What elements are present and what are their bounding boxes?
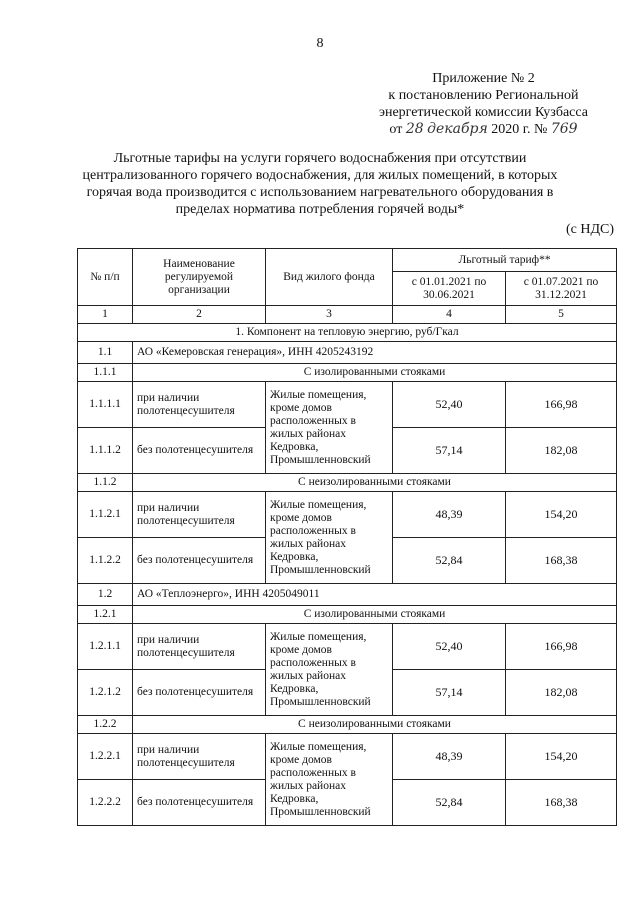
vat-note: (с НДС) <box>565 222 614 237</box>
document-title: Льготные тарифы на услуги горячего водоснабжения при отсутствии централизованного горячего водоснабжения, для жилых помещений, в которых горячая вода производится с использованием нагревательного оборудования в пределах норматива потребления горячей воды* <box>82 151 558 217</box>
row-num: 1.1.1.1 <box>78 382 133 428</box>
condition-cell: без полотенцесушителя <box>133 780 266 826</box>
condition-cell: без полотенцесушителя <box>133 670 266 716</box>
riser-group-row <box>78 716 617 734</box>
row-num: 1.1.2.2 <box>78 538 133 584</box>
riser-group-row <box>78 474 617 492</box>
group-num: 1.1.1 <box>78 364 133 382</box>
org-row <box>78 342 617 364</box>
col-number-4: 4 <box>393 306 506 324</box>
date-day-handwritten: 28 <box>405 121 424 137</box>
date-month-handwritten: декабря <box>427 121 488 137</box>
tariff-value-period-2: 154,20 <box>506 734 617 780</box>
col-number-2: 2 <box>133 306 266 324</box>
tariff-table <box>77 248 617 826</box>
tariff-value-period-1: 52,40 <box>393 382 506 428</box>
header-housing: Вид жилого фонда <box>266 249 393 306</box>
condition-cell: без полотенцесушителя <box>133 538 266 584</box>
tariff-value-period-1: 52,84 <box>393 538 506 584</box>
org-name: АО «Кемеровская генерация», ИНН 4205243192 <box>133 342 617 364</box>
riser-group-row <box>78 364 617 382</box>
tariff-value-period-2: 166,98 <box>506 624 617 670</box>
condition-cell: при наличии полотенцесушителя <box>133 492 266 538</box>
condition-cell: при наличии полотенцесушителя <box>133 734 266 780</box>
tariff-value-period-2: 166,98 <box>506 382 617 428</box>
condition-cell: без полотенцесушителя <box>133 428 266 474</box>
col-number-3: 3 <box>266 306 393 324</box>
housing-type-cell: Жилые помещения, кроме домов расположенных в жилых районах Кедровка, Промышленновский <box>266 492 393 584</box>
page-number: 8 <box>316 36 324 51</box>
row-num: 1.2.2.1 <box>78 734 133 780</box>
tariff-row <box>78 734 617 780</box>
tariff-value-period-2: 182,08 <box>506 428 617 474</box>
row-num: 1.2.1.1 <box>78 624 133 670</box>
tariff-value-period-2: 182,08 <box>506 670 617 716</box>
header-period-2: с 01.07.2021 по 31.12.2021 <box>506 272 617 306</box>
tariff-value-period-2: 168,38 <box>506 538 617 584</box>
group-label: С неизолированными стояками <box>133 716 617 734</box>
row-num: 1.2.2.2 <box>78 780 133 826</box>
tariff-row <box>78 382 617 428</box>
component-row: 1. Компонент на тепловую энергию, руб/Гкал <box>78 324 617 342</box>
appendix-date-line <box>379 121 588 138</box>
tariff-row <box>78 492 617 538</box>
housing-type-cell: Жилые помещения, кроме домов расположенных в жилых районах Кедровка, Промышленновский <box>266 382 393 474</box>
col-number-1: 1 <box>78 306 133 324</box>
appendix-line-1: Приложение № 2 <box>432 71 535 86</box>
group-num: 1.1.2 <box>78 474 133 492</box>
group-num: 1.2.1 <box>78 606 133 624</box>
group-label: С изолированными стояками <box>133 364 617 382</box>
tariff-value-period-2: 168,38 <box>506 780 617 826</box>
row-num: 1.2.1.2 <box>78 670 133 716</box>
housing-type-cell: Жилые помещения, кроме домов расположенных в жилых районах Кедровка, Промышленновский <box>266 624 393 716</box>
appendix-line-3: энергетической комиссии Кузбасса <box>378 105 588 120</box>
tariff-value-period-1: 52,84 <box>393 780 506 826</box>
org-num: 1.2 <box>78 584 133 606</box>
tariff-row <box>78 624 617 670</box>
condition-cell: при наличии полотенцесушителя <box>133 382 266 428</box>
row-num: 1.1.2.1 <box>78 492 133 538</box>
group-label: С изолированными стояками <box>133 606 617 624</box>
group-label: С неизолированными стояками <box>133 474 617 492</box>
col-number-5: 5 <box>506 306 617 324</box>
tariff-value-period-1: 48,39 <box>393 492 506 538</box>
riser-group-row <box>78 606 617 624</box>
row-num: 1.1.1.2 <box>78 428 133 474</box>
header-period-1: с 01.01.2021 по 30.06.2021 <box>393 272 506 306</box>
appendix-header <box>379 70 588 138</box>
appendix-line-2: к постановлению Региональной <box>388 88 579 103</box>
date-prefix: от <box>389 122 403 137</box>
org-num: 1.1 <box>78 342 133 364</box>
group-num: 1.2.2 <box>78 716 133 734</box>
header-org: Наименование регулируемой организации <box>133 249 266 306</box>
org-name: АО «Теплоэнерго», ИНН 4205049011 <box>133 584 617 606</box>
tariff-value-period-1: 48,39 <box>393 734 506 780</box>
housing-type-cell: Жилые помещения, кроме домов расположенных в жилых районах Кедровка, Промышленновский <box>266 734 393 826</box>
tariff-value-period-1: 57,14 <box>393 670 506 716</box>
header-tariff: Льготный тариф** <box>393 249 617 272</box>
tariff-value-period-2: 154,20 <box>506 492 617 538</box>
date-year: 2020 г. № <box>491 122 548 137</box>
tariff-value-period-1: 57,14 <box>393 428 506 474</box>
doc-number-handwritten: 769 <box>550 121 578 137</box>
condition-cell: при наличии полотенцесушителя <box>133 624 266 670</box>
tariff-value-period-1: 52,40 <box>393 624 506 670</box>
header-num: № п/п <box>78 249 133 306</box>
org-row <box>78 584 617 606</box>
